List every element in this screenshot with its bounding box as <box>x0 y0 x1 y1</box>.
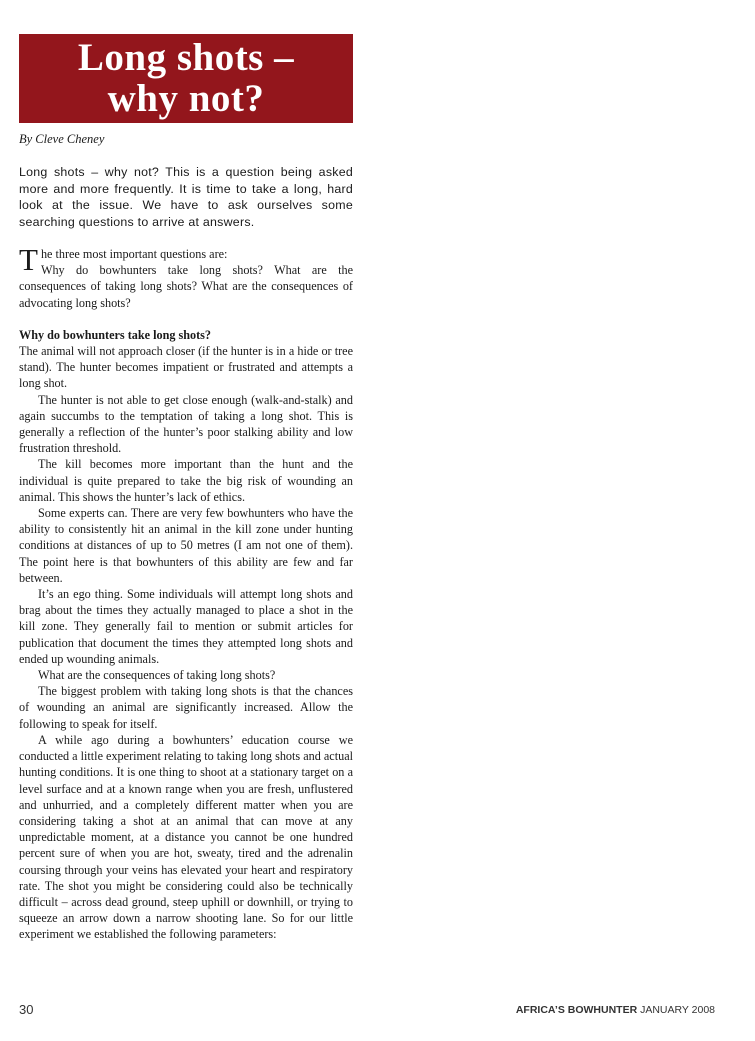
body-paragraph: A while ago during a bowhunters’ education course we conducted a little experiment relating to taking long shots and actual hunting conditions. It is one thing to shoot at a stationary target on a level surface and at a known range when you are fresh, unflustered and unhurried, and a completely different matter when you are considering taking a shot at an animal that can move at any unpredictable moment, at a distance you cannot be one hundred percent sure of when you are hot, sweaty, tired and the adrenalin coursing through your veins has elevated your heart and respiratory rate. The shot you might be considering could also be technically difficult – across dead ground, steep uphill or downhill, or trying to squeeze an arrow down a narrow shooting lane. So for our little experiment we established the following parameters: <box>19 732 353 942</box>
body-paragraph: The biggest problem with taking long shots is that the chances of wounding an animal are significantly increased. Allow the following to speak for itself. <box>19 684 353 731</box>
intro-paragraph: Long shots – why not? This is a question being asked more and more frequently. It is time to take a long, hard look at the issue. We have to ask ourselves some searching questions to arrive at answers. <box>19 165 353 229</box>
byline: By Cleve Cheney <box>19 132 105 146</box>
body-paragraph: It’s an ego thing. Some individuals will attempt long shots and brag about the times they actually managed to place a shot in the kill zone. They generally fail to mention or submit articles for publication that document the times they attempted long shots and ended up wounding animals. <box>19 587 353 666</box>
article-title-line-1: Long shots – <box>77 36 295 79</box>
body-paragraph: The animal will not approach closer (if the hunter is in a hide or tree stand). The hunter becomes impatient or frustrated and attempts a long shot. <box>19 344 353 391</box>
magazine-footer <box>516 1004 715 1016</box>
issue-date: JANUARY 2008 <box>640 1004 715 1016</box>
drop-cap: T <box>19 242 38 277</box>
article-title-banner <box>19 34 353 123</box>
first-paragraph-rest: Why do bowhunters take long shots? What are the consequences of taking long shots? What are the consequences of advocating long shots? <box>19 263 353 310</box>
body-paragraph: The kill becomes more important than the hunt and the individual is quite prepared to take the big risk of wounding an animal. This shows the hunter’s lack of ethics. <box>19 457 353 504</box>
first-paragraph-lead: he three most important questions are: <box>40 247 228 261</box>
article-title-line-2: why not? <box>107 77 265 120</box>
subheading: Why do bowhunters take long shots? <box>19 327 211 342</box>
page-number: 30 <box>19 1002 34 1017</box>
body-paragraph: The hunter is not able to get close enough (walk-and-stalk) and again succumbs to the temptation of taking a long shot. This is generally a reflection of the hunter’s poor stalking ability and low frustration threshold. <box>19 392 353 456</box>
body-paragraph: What are the consequences of taking long shots? <box>38 668 276 683</box>
magazine-name: AFRICA’S BOWHUNTER <box>515 1004 638 1016</box>
article-body <box>19 242 353 943</box>
first-paragraph <box>19 242 353 311</box>
body-paragraph: Some experts can. There are very few bowhunters who have the ability to consistently hit an animal in the kill zone under hunting conditions at distances of up to 50 metres (I am not one of them). The point here is that bowhunters of this ability are few and far between. <box>19 506 353 585</box>
